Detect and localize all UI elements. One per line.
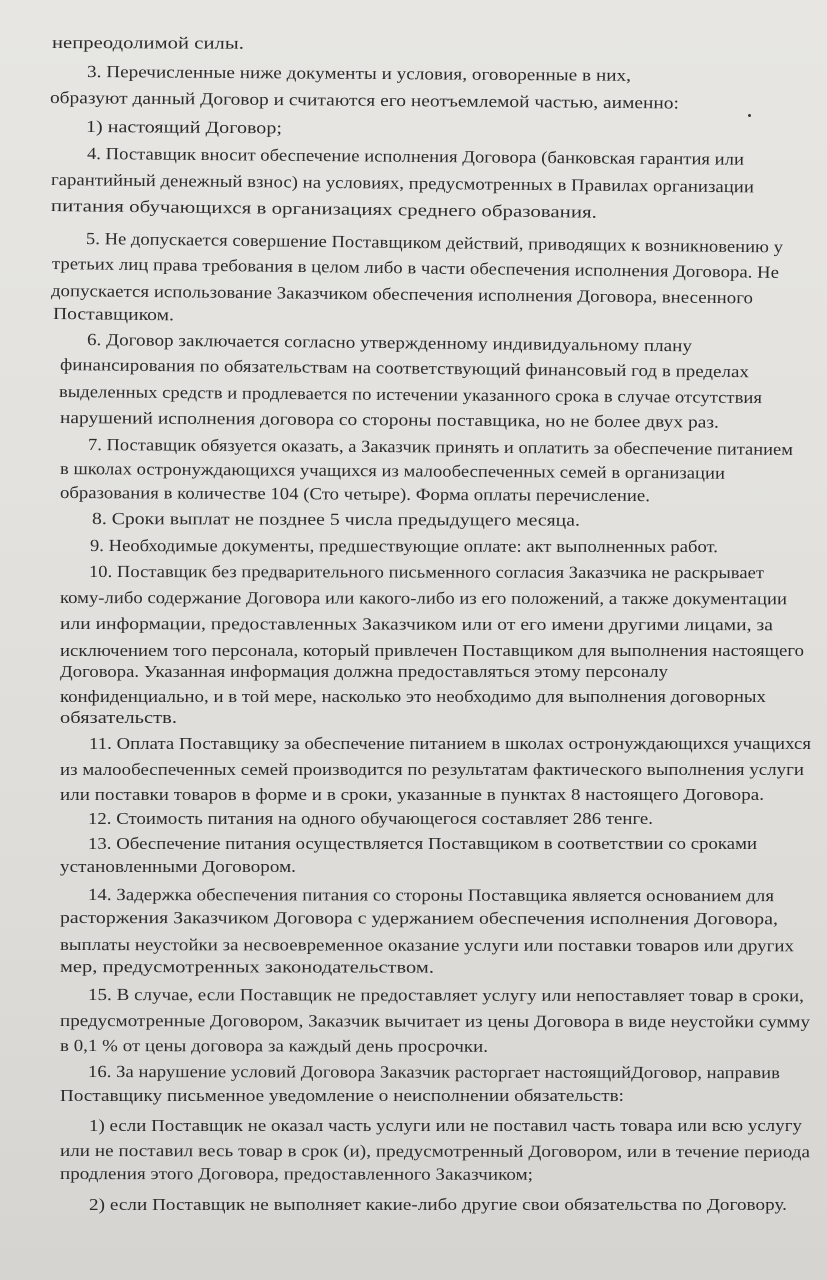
- text-line: в 0,1 % от цены договора за каждый день просрочки.: [59, 1036, 488, 1056]
- text-line: 13. Обеспечение питания осуществляется Поставщиком в соответствии со сроками: [88, 834, 758, 853]
- text-line: выплаты неустойки за несвоевременное оказание услуги или поставки товаров или других: [59, 935, 795, 956]
- text-line: продления этого Договора, предоставленного Заказчиком;: [59, 1164, 534, 1184]
- text-line: 9. Необходимые документы, предшествующие оплате: акт выполненных работ.: [89, 536, 718, 557]
- text-line: Поставщиком.: [52, 304, 175, 325]
- text-line: Договора. Указанная информация должна предоставляться этому персоналу: [60, 662, 668, 681]
- text-line: установленными Договором.: [60, 857, 296, 876]
- text-line: образования в количестве 104 (Сто четыре). Форма оплаты перечисление.: [59, 483, 651, 506]
- text-line: третьих лиц права требования в целом либо в части обеспечения исполнения Договора. Не: [51, 254, 780, 282]
- text-line: 15. В случае, если Поставщик не предоставляет услугу или непоставляет товар в сроки,: [87, 985, 805, 1006]
- text-line: в школах остронуждающихся учащихся из малообеспеченных семей в организации: [59, 459, 726, 483]
- text-line: 14. Задержка обеспечения питания со стороны Поставщика является основанием для: [87, 885, 775, 906]
- text-line: 5. Не допускается совершение Поставщиком действий, приводящих к возникновению у: [85, 229, 784, 257]
- text-line: расторжения Заказчиком Договора с удержанием обеспечения исполнения Договора,: [59, 908, 779, 929]
- text-line: питания обучающихся в организациях среднего образования.: [50, 196, 598, 222]
- text-line: 7. Поставщик обязуется оказать, а Заказчик принять и оплатить за обеспечение питанием: [87, 435, 794, 459]
- text-line: или поставки товаров в форме и в сроки, указанные в пунктах 8 настоящего Договора.: [60, 785, 765, 804]
- text-line: предусмотренные Договором, Заказчик вычитает из цены Договора в виде неустойки сумму: [59, 1011, 811, 1032]
- text-line: 6. Договор заключается согласно утвержденному индивидуальному плану: [86, 330, 693, 356]
- paper-speck: [748, 114, 751, 117]
- text-line: 16. За нарушение условий Договора Заказчик расторгает настоящийДоговор, направив: [87, 1062, 781, 1083]
- text-line: допускается использование Заказчиком обеспечения исполнения Договора, внесенного: [50, 281, 754, 308]
- text-line: обязательств.: [60, 708, 178, 727]
- text-line: 2) если Поставщик не выполняет какие-либо другие свои обязательства по Договору.: [89, 1195, 787, 1214]
- text-line: 8. Сроки выплат не позднее 5 числа предыдущего месяца.: [91, 509, 581, 530]
- text-line: образуют данный Договор и считаются его неотъемлемой частью, аименно:: [49, 88, 680, 113]
- text-line: исключением того персонала, который привлечен Поставщиком для выполнения настоящего: [60, 641, 805, 660]
- text-line: 1) если Поставщик не оказал часть услуги или не поставил часть товара или всю услугу: [89, 1116, 802, 1135]
- text-line: или информации, предоставленных Заказчиком или от его имени другими лицами, за: [59, 614, 773, 635]
- text-line: конфиденциально, и в той мере, насколько это необходимо для выполнения договорных: [60, 687, 766, 706]
- text-line: 1) настоящий Договор;: [85, 117, 283, 138]
- text-line: финансирования по обязательствам на соответствующий финансовый год в пределах: [59, 355, 750, 382]
- text-line: мер, предусмотренных законодательством.: [59, 957, 435, 977]
- text-line: 11. Оплата Поставщику за обеспечение питанием в школах остронуждающихся учащихся: [89, 734, 811, 753]
- text-line: Поставщику письменное уведомление о неисполнении обязательств:: [60, 1086, 624, 1105]
- text-line: кому-либо содержание Договора или какого-либо из его положений, а также документации: [59, 588, 788, 609]
- text-line: нарушений исполнения договора со стороны поставщика, но не более двух раз.: [59, 408, 720, 432]
- text-line: 3. Перечисленные ниже документы и условия, оговоренные в них,: [86, 62, 632, 85]
- text-line: или не поставил весь товар в срок (и), предусмотренный Договором, или в течение периода: [59, 1141, 811, 1162]
- text-line: гарантийный денежный взнос) на условиях, предусмотренных в Правилах организации: [50, 170, 755, 197]
- text-line: выделенных средств и продлевается по истечении указанного срока в случае отсутствия: [58, 382, 763, 408]
- text-line: из малообеспеченных семей производится по результатам фактического выполнения услуги: [60, 760, 804, 779]
- text-line: 12. Стоимость питания на одного обучающегося составляет 286 тенге.: [88, 809, 654, 828]
- text-line: 4. Поставщик вносит обеспечение исполнения Договора (банковская гарантия или: [86, 144, 745, 169]
- text-line: непреодолимой силы.: [51, 33, 245, 53]
- text-line: 10. Поставщик без предварительного письменного согласия Заказчика не раскрывает: [88, 562, 765, 583]
